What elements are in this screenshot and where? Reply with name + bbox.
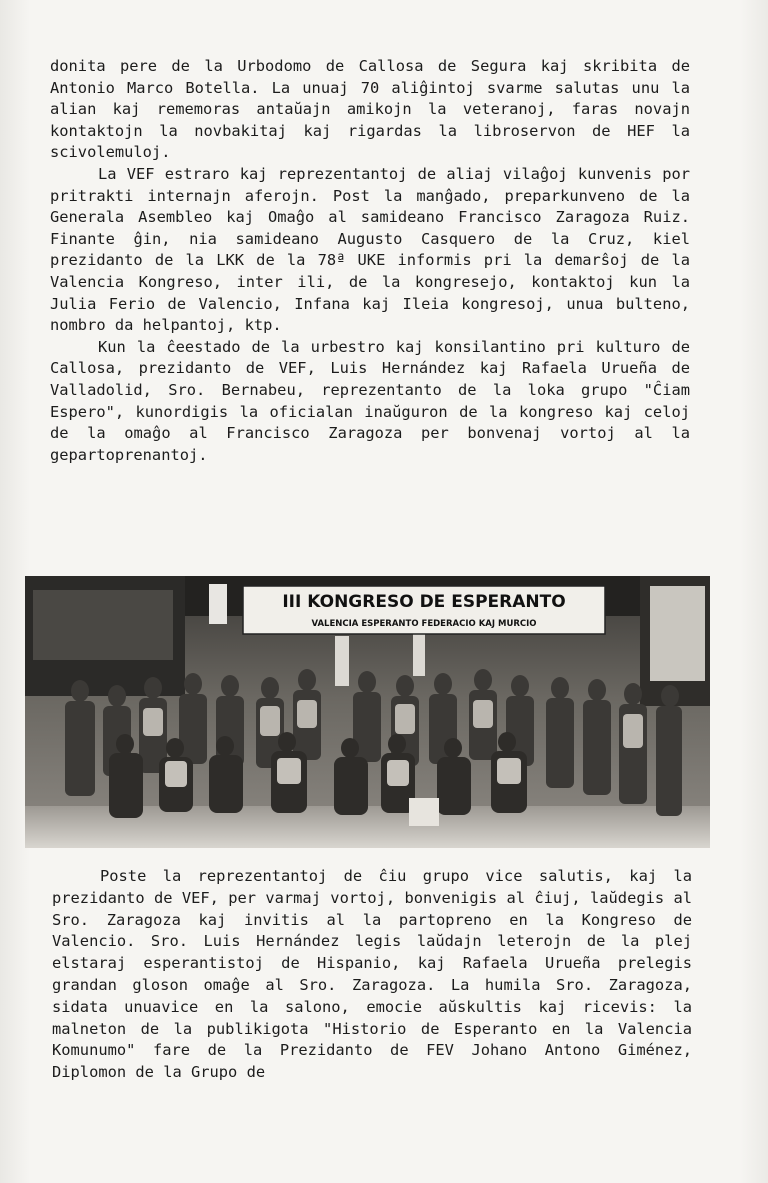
article-text-bottom: [52, 866, 692, 1084]
banner-title: III KONGRESO DE ESPERANTO: [282, 592, 566, 612]
paragraph-2: La VEF estraro kaj reprezentantoj de aliaj vilaĝoj kunvenis por pritrakti internajn aferojn. Post la manĝado, preparkunveno de la Generala Asembleo kaj Omaĝo al samideano Francisco Zaragoza Ruiz. Finante ĝin, nia samideano Augusto Casquero de la Cruz, kiel prezidanto de la LKK de la 78ª UKE informis pri la demarŝoj de la Valencia Kongreso, inter ili, de la kongresejo, kontaktoj kun la Julia Ferio de Valencio, Infana kaj Ileia kongresoj, unua bulteno, nombro da helpantoj, ktp.: [50, 164, 690, 335]
paragraph-3: Kun la ĉeestado de la urbestro kaj konsilantino pri kulturo de Callosa, prezidanto de VEF, Luis Hernández kaj Rafaela Urueña de Valladolid, Sro. Bernabeu, reprezentanto de la loka grupo "Ĉiam Espero", kunordigis la oficialan inaŭguron de la kongreso kaj celoj de la omaĝo al Francisco Zaragoza per bonvenaj vortoj al la gepartoprenantoj.: [50, 337, 690, 464]
paragraph-4: Poste la reprezentantoj de ĉiu grupo vice salutis, kaj la prezidanto de VEF, per varmaj vortoj, bonvenigis al ĉiuj, laŭdegis al Sro. Zaragoza kaj invitis al la partopreno en la Kongreso de Valencio. Sro. Luis Hernández legis laŭdajn leterojn de la plej elstaraj esperantistoj de Hispanio, kaj Rafaela Urueña prelegis grandan gloson omaĝe al Sro. Zaragoza. La humila Sro. Zaragoza, sidata unuavice en la salono, emocie aŭskultis kaj ricevis: la malneton de la publikigota "Historio de Esperanto en la Valencia Komunumo" fare de la Prezidanto de FEV Johano Antono Giménez, Diplomon de la Grupo de: [52, 867, 692, 1082]
article-text-top: [50, 56, 690, 466]
banner-subtitle: VALENCIA ESPERANTO FEDERACIO KAJ MURCIO: [311, 619, 537, 629]
paragraph-1: donita pere de la Urbodomo de Callosa de Segura kaj skribita de Antonio Marco Botella. La unuaj 70 aliĝintoj svarme salutas unu la alian kaj rememoras antaŭajn amikojn la veteranoj, faras novajn kontaktojn la novbakitaj kaj rigardas la libroservon de HEF la scivolemuloj.: [50, 57, 690, 162]
congress-group-photo: [25, 576, 710, 848]
